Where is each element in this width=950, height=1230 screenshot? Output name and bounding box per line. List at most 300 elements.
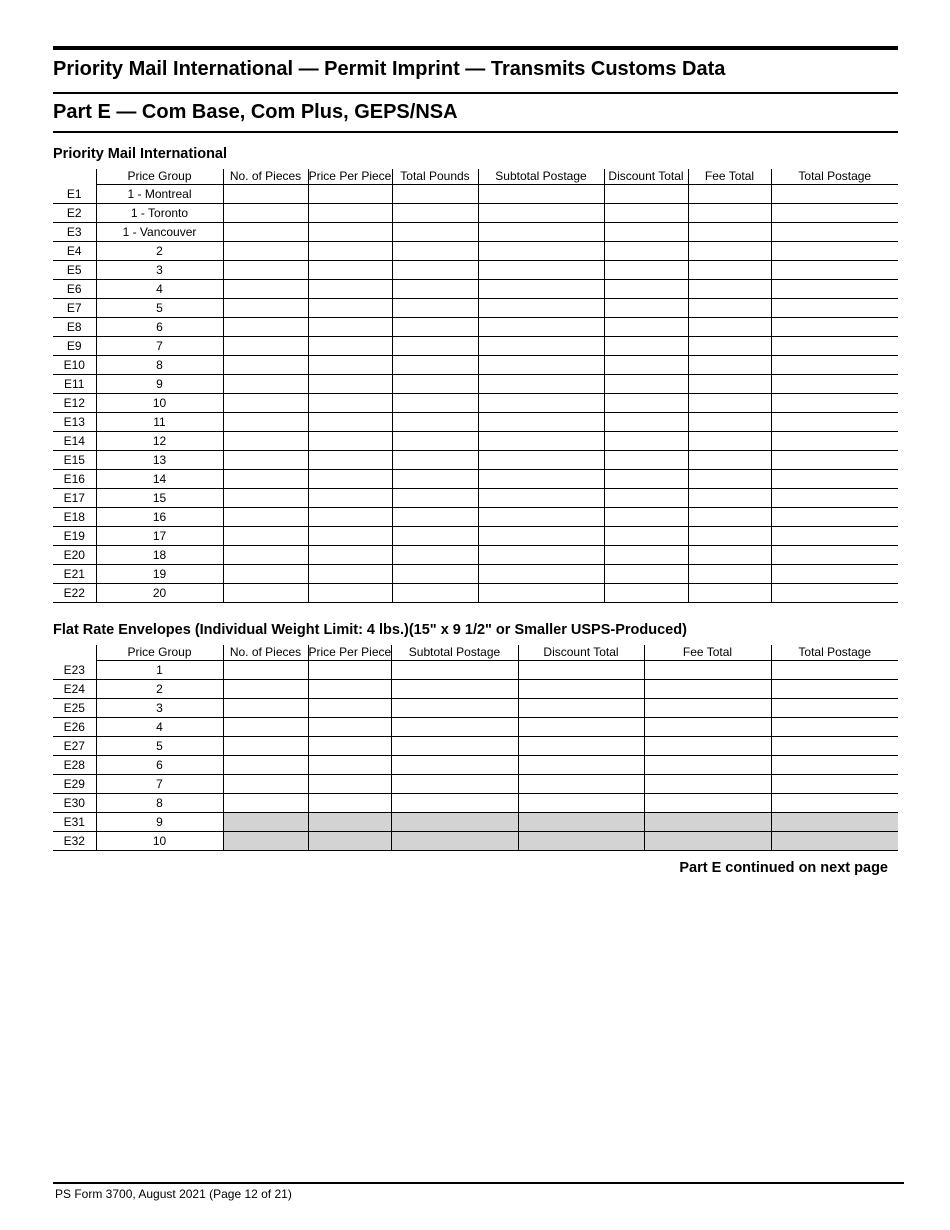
entry-cell[interactable] (644, 737, 771, 756)
entry-cell[interactable] (392, 223, 478, 242)
entry-cell[interactable] (771, 432, 898, 451)
entry-cell[interactable] (391, 756, 518, 775)
entry-cell[interactable] (478, 375, 604, 394)
entry-cell[interactable] (308, 299, 392, 318)
pmi-col-header: Total Postage (771, 169, 898, 185)
pmi-row (53, 337, 898, 356)
price-group: 17 (96, 527, 223, 546)
entry-cell[interactable] (604, 508, 688, 527)
entry-cell[interactable] (223, 699, 308, 718)
entry-cell[interactable] (478, 394, 604, 413)
fre-table (53, 645, 898, 851)
pmi-row (53, 185, 898, 204)
entry-cell[interactable] (688, 584, 771, 603)
entry-cell[interactable] (688, 356, 771, 375)
row-id: E7 (53, 299, 96, 318)
price-group: 14 (96, 470, 223, 489)
entry-cell[interactable] (478, 546, 604, 565)
entry-cell[interactable] (223, 356, 308, 375)
price-group: 1 - Montreal (96, 185, 223, 204)
entry-cell[interactable] (688, 394, 771, 413)
entry-cell[interactable] (644, 718, 771, 737)
pmi-row (53, 451, 898, 470)
pmi-col-header: Price Group (96, 169, 223, 185)
entry-cell[interactable] (308, 489, 392, 508)
row-id: E22 (53, 584, 96, 603)
fre-col-header: Price Group (96, 645, 223, 661)
entry-cell[interactable] (518, 661, 644, 680)
entry-cell[interactable] (223, 223, 308, 242)
entry-cell[interactable] (518, 775, 644, 794)
entry-cell[interactable] (478, 451, 604, 470)
entry-cell[interactable] (308, 318, 392, 337)
part-title: Part E — Com Base, Com Plus, GEPS/NSA (53, 101, 458, 123)
entry-cell[interactable] (392, 318, 478, 337)
row-id: E28 (53, 756, 96, 775)
pmi-col-header: Price Per Piece (308, 169, 392, 183)
entry-cell[interactable] (604, 318, 688, 337)
entry-cell[interactable] (478, 565, 604, 584)
entry-cell[interactable] (478, 242, 604, 261)
entry-cell[interactable] (771, 756, 898, 775)
entry-cell[interactable] (771, 737, 898, 756)
entry-cell[interactable] (392, 470, 478, 489)
entry-cell[interactable] (308, 451, 392, 470)
fre-col-header: No. of Pieces (223, 645, 308, 661)
entry-cell[interactable] (223, 470, 308, 489)
entry-cell[interactable] (644, 775, 771, 794)
price-group: 4 (96, 280, 223, 299)
entry-cell[interactable] (604, 375, 688, 394)
entry-cell[interactable] (478, 356, 604, 375)
entry-cell[interactable] (604, 413, 688, 432)
entry-cell[interactable] (391, 661, 518, 680)
entry-cell[interactable] (478, 413, 604, 432)
entry-cell[interactable] (223, 584, 308, 603)
entry-cell[interactable] (391, 680, 518, 699)
entry-cell (223, 813, 308, 832)
entry-cell[interactable] (478, 280, 604, 299)
fre-row (53, 661, 898, 680)
entry-cell[interactable] (392, 413, 478, 432)
entry-cell[interactable] (688, 508, 771, 527)
pmi-row (53, 584, 898, 603)
entry-cell[interactable] (308, 718, 391, 737)
entry-cell[interactable] (688, 185, 771, 204)
entry-cell[interactable] (308, 261, 392, 280)
entry-cell[interactable] (688, 261, 771, 280)
entry-cell[interactable] (478, 527, 604, 546)
entry-cell[interactable] (604, 242, 688, 261)
row-id: E8 (53, 318, 96, 337)
fre-col-header: Subtotal Postage (391, 645, 518, 661)
pmi-row (53, 204, 898, 223)
pmi-row (53, 489, 898, 508)
entry-cell[interactable] (688, 375, 771, 394)
entry-cell[interactable] (223, 508, 308, 527)
entry-cell[interactable] (604, 261, 688, 280)
entry-cell[interactable] (644, 680, 771, 699)
entry-cell[interactable] (308, 223, 392, 242)
entry-cell[interactable] (308, 356, 392, 375)
row-id: E12 (53, 394, 96, 413)
entry-cell[interactable] (223, 299, 308, 318)
entry-cell[interactable] (308, 432, 392, 451)
row-id: E13 (53, 413, 96, 432)
entry-cell[interactable] (223, 375, 308, 394)
price-group: 1 - Toronto (96, 204, 223, 223)
entry-cell[interactable] (771, 394, 898, 413)
entry-cell[interactable] (308, 375, 392, 394)
entry-cell[interactable] (223, 794, 308, 813)
entry-cell[interactable] (478, 470, 604, 489)
row-id: E11 (53, 375, 96, 394)
row-id: E21 (53, 565, 96, 584)
entry-cell[interactable] (518, 699, 644, 718)
entry-cell[interactable] (308, 775, 391, 794)
entry-cell[interactable] (771, 775, 898, 794)
entry-cell[interactable] (391, 699, 518, 718)
entry-cell[interactable] (308, 470, 392, 489)
price-group: 4 (96, 718, 223, 737)
entry-cell[interactable] (391, 794, 518, 813)
price-group: 3 (96, 261, 223, 280)
entry-cell[interactable] (308, 413, 392, 432)
entry-cell[interactable] (688, 470, 771, 489)
entry-cell[interactable] (392, 261, 478, 280)
entry-cell[interactable] (223, 718, 308, 737)
entry-cell[interactable] (688, 299, 771, 318)
price-group: 19 (96, 565, 223, 584)
entry-cell[interactable] (771, 470, 898, 489)
entry-cell[interactable] (771, 356, 898, 375)
entry-cell[interactable] (478, 584, 604, 603)
entry-cell[interactable] (223, 756, 308, 775)
entry-cell[interactable] (223, 565, 308, 584)
entry-cell[interactable] (308, 565, 392, 584)
entry-cell[interactable] (392, 337, 478, 356)
pmi-row (53, 280, 898, 299)
price-group: 1 (96, 661, 223, 680)
entry-cell[interactable] (518, 794, 644, 813)
entry-cell[interactable] (604, 451, 688, 470)
entry-cell[interactable] (688, 204, 771, 223)
price-group: 6 (96, 318, 223, 337)
entry-cell[interactable] (771, 337, 898, 356)
pmi-col-header (53, 169, 96, 185)
entry-cell[interactable] (518, 718, 644, 737)
entry-cell[interactable] (478, 318, 604, 337)
entry-cell[interactable] (392, 432, 478, 451)
entry-cell[interactable] (771, 299, 898, 318)
entry-cell[interactable] (392, 508, 478, 527)
entry-cell[interactable] (644, 661, 771, 680)
entry-cell[interactable] (392, 489, 478, 508)
entry-cell[interactable] (688, 546, 771, 565)
price-group: 2 (96, 242, 223, 261)
price-group: 8 (96, 794, 223, 813)
price-group: 2 (96, 680, 223, 699)
entry-cell[interactable] (308, 699, 391, 718)
pmi-col-header: No. of Pieces (223, 169, 308, 185)
entry-cell[interactable] (392, 451, 478, 470)
entry-cell[interactable] (604, 527, 688, 546)
continued-note: Part E continued on next page (679, 860, 888, 876)
entry-cell[interactable] (771, 565, 898, 584)
entry-cell[interactable] (392, 280, 478, 299)
entry-cell[interactable] (688, 432, 771, 451)
row-id: E17 (53, 489, 96, 508)
entry-cell[interactable] (604, 223, 688, 242)
entry-cell[interactable] (308, 185, 392, 204)
entry-cell[interactable] (392, 546, 478, 565)
entry-cell[interactable] (391, 775, 518, 794)
entry-cell[interactable] (771, 584, 898, 603)
fre-row (53, 680, 898, 699)
entry-cell[interactable] (223, 432, 308, 451)
row-id: E25 (53, 699, 96, 718)
price-group: 13 (96, 451, 223, 470)
entry-cell[interactable] (392, 584, 478, 603)
top-rule (53, 46, 898, 50)
entry-cell[interactable] (308, 204, 392, 223)
entry-cell[interactable] (771, 223, 898, 242)
entry-cell[interactable] (771, 451, 898, 470)
entry-cell[interactable] (518, 680, 644, 699)
price-group: 7 (96, 337, 223, 356)
entry-cell[interactable] (771, 261, 898, 280)
entry-cell[interactable] (604, 280, 688, 299)
entry-cell[interactable] (308, 794, 391, 813)
entry-cell[interactable] (308, 337, 392, 356)
fre-col-header: Fee Total (644, 645, 771, 661)
entry-cell[interactable] (478, 204, 604, 223)
entry-cell[interactable] (223, 737, 308, 756)
row-id: E30 (53, 794, 96, 813)
entry-cell[interactable] (688, 318, 771, 337)
entry-cell[interactable] (223, 337, 308, 356)
entry-cell[interactable] (223, 394, 308, 413)
entry-cell[interactable] (688, 489, 771, 508)
pmi-row (53, 261, 898, 280)
entry-cell[interactable] (308, 280, 392, 299)
entry-cell[interactable] (688, 223, 771, 242)
price-group: 8 (96, 356, 223, 375)
entry-cell[interactable] (478, 223, 604, 242)
entry-cell[interactable] (308, 680, 391, 699)
entry-cell[interactable] (308, 584, 392, 603)
entry-cell[interactable] (771, 661, 898, 680)
entry-cell[interactable] (771, 508, 898, 527)
entry-cell[interactable] (688, 527, 771, 546)
row-id: E20 (53, 546, 96, 565)
entry-cell[interactable] (771, 718, 898, 737)
entry-cell[interactable] (308, 661, 391, 680)
entry-cell[interactable] (771, 489, 898, 508)
pmi-row (53, 508, 898, 527)
row-id: E5 (53, 261, 96, 280)
entry-cell[interactable] (223, 527, 308, 546)
row-id: E27 (53, 737, 96, 756)
fre-col-header: Price Per Piece (308, 645, 391, 659)
entry-cell[interactable] (604, 489, 688, 508)
entry-cell[interactable] (478, 489, 604, 508)
entry-cell[interactable] (392, 242, 478, 261)
form-title: Priority Mail International — Permit Imprint — Transmits Customs Data (53, 58, 726, 80)
entry-cell[interactable] (771, 546, 898, 565)
footer-rule (53, 1182, 904, 1184)
row-id: E15 (53, 451, 96, 470)
row-id: E31 (53, 813, 96, 832)
row-id: E14 (53, 432, 96, 451)
entry-cell[interactable] (688, 242, 771, 261)
pmi-row (53, 375, 898, 394)
entry-cell[interactable] (604, 356, 688, 375)
price-group: 12 (96, 432, 223, 451)
entry-cell[interactable] (771, 204, 898, 223)
entry-cell[interactable] (308, 508, 392, 527)
entry-cell[interactable] (688, 280, 771, 299)
entry-cell[interactable] (478, 299, 604, 318)
row-id: E2 (53, 204, 96, 223)
entry-cell[interactable] (308, 756, 391, 775)
fre-col-header: Total Postage (771, 645, 898, 661)
entry-cell[interactable] (604, 470, 688, 489)
entry-cell[interactable] (644, 756, 771, 775)
entry-cell[interactable] (223, 546, 308, 565)
entry-cell[interactable] (223, 680, 308, 699)
entry-cell[interactable] (392, 185, 478, 204)
entry-cell[interactable] (391, 737, 518, 756)
pmi-col-header: Fee Total (688, 169, 771, 185)
entry-cell[interactable] (478, 337, 604, 356)
entry-cell[interactable] (644, 794, 771, 813)
entry-cell[interactable] (308, 546, 392, 565)
entry-cell[interactable] (308, 527, 392, 546)
entry-cell[interactable] (223, 413, 308, 432)
price-group: 15 (96, 489, 223, 508)
row-id: E10 (53, 356, 96, 375)
entry-cell[interactable] (644, 699, 771, 718)
entry-cell[interactable] (688, 337, 771, 356)
pmi-row (53, 299, 898, 318)
entry-cell (644, 832, 771, 851)
entry-cell[interactable] (223, 451, 308, 470)
entry-cell[interactable] (478, 261, 604, 280)
entry-cell[interactable] (223, 661, 308, 680)
fre-row (53, 737, 898, 756)
pmi-row (53, 546, 898, 565)
pmi-row (53, 394, 898, 413)
row-id: E18 (53, 508, 96, 527)
entry-cell[interactable] (392, 527, 478, 546)
entry-cell[interactable] (771, 375, 898, 394)
entry-cell[interactable] (478, 185, 604, 204)
price-group: 1 - Vancouver (96, 223, 223, 242)
entry-cell[interactable] (604, 584, 688, 603)
entry-cell[interactable] (478, 432, 604, 451)
entry-cell[interactable] (391, 718, 518, 737)
fre-col-header (53, 645, 96, 661)
entry-cell[interactable] (392, 394, 478, 413)
entry-cell (518, 832, 644, 851)
price-group: 20 (96, 584, 223, 603)
entry-cell[interactable] (223, 185, 308, 204)
entry-cell[interactable] (604, 337, 688, 356)
entry-cell[interactable] (223, 489, 308, 508)
entry-cell[interactable] (771, 527, 898, 546)
entry-cell[interactable] (604, 432, 688, 451)
entry-cell[interactable] (518, 756, 644, 775)
entry-cell[interactable] (604, 394, 688, 413)
entry-cell[interactable] (604, 185, 688, 204)
title-rule (53, 92, 898, 94)
entry-cell[interactable] (223, 242, 308, 261)
row-id: E26 (53, 718, 96, 737)
entry-cell[interactable] (688, 413, 771, 432)
entry-cell[interactable] (771, 318, 898, 337)
entry-cell[interactable] (771, 413, 898, 432)
row-id: E24 (53, 680, 96, 699)
entry-cell[interactable] (308, 394, 392, 413)
pmi-col-header: Total Pounds (392, 169, 478, 185)
entry-cell[interactable] (771, 680, 898, 699)
entry-cell[interactable] (771, 794, 898, 813)
pmi-col-header: Discount Total (604, 169, 688, 185)
pmi-row (53, 413, 898, 432)
price-group: 3 (96, 699, 223, 718)
entry-cell[interactable] (392, 299, 478, 318)
entry-cell[interactable] (392, 204, 478, 223)
entry-cell[interactable] (771, 699, 898, 718)
entry-cell[interactable] (392, 375, 478, 394)
entry-cell[interactable] (604, 546, 688, 565)
row-id: E23 (53, 661, 96, 680)
entry-cell (771, 813, 898, 832)
fre-row (53, 775, 898, 794)
entry-cell[interactable] (223, 280, 308, 299)
pmi-row (53, 356, 898, 375)
pmi-row (53, 318, 898, 337)
entry-cell[interactable] (771, 280, 898, 299)
entry-cell[interactable] (308, 737, 391, 756)
entry-cell[interactable] (223, 204, 308, 223)
entry-cell[interactable] (604, 565, 688, 584)
entry-cell[interactable] (771, 185, 898, 204)
row-id: E9 (53, 337, 96, 356)
entry-cell[interactable] (223, 318, 308, 337)
entry-cell[interactable] (688, 565, 771, 584)
part-rule (53, 131, 898, 133)
price-group: 7 (96, 775, 223, 794)
pmi-row (53, 432, 898, 451)
entry-cell[interactable] (688, 451, 771, 470)
price-group: 10 (96, 394, 223, 413)
entry-cell[interactable] (478, 508, 604, 527)
price-group: 5 (96, 737, 223, 756)
entry-cell[interactable] (308, 242, 392, 261)
entry-cell[interactable] (223, 775, 308, 794)
entry-cell[interactable] (771, 242, 898, 261)
entry-cell[interactable] (518, 737, 644, 756)
entry-cell[interactable] (392, 356, 478, 375)
pmi-row (53, 223, 898, 242)
entry-cell[interactable] (392, 565, 478, 584)
entry-cell[interactable] (604, 299, 688, 318)
entry-cell[interactable] (223, 261, 308, 280)
entry-cell[interactable] (604, 204, 688, 223)
row-id: E19 (53, 527, 96, 546)
